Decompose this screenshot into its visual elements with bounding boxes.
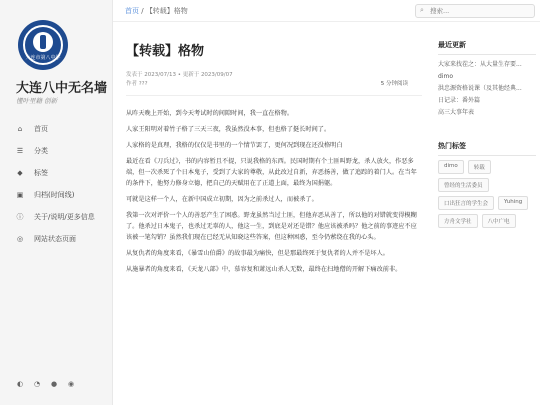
sidebar-footer — [16, 380, 75, 388]
article-content — [126, 108, 422, 275]
nav-item-tags[interactable] — [0, 162, 113, 184]
nav-item-categories[interactable] — [0, 140, 113, 162]
hot-tags-heading: 热门标签 — [438, 142, 466, 150]
rss-icon[interactable]: ◔ — [33, 380, 41, 388]
qq-icon[interactable]: ◉ — [67, 380, 75, 388]
nav-label: 标签 — [34, 169, 48, 177]
nav-item-archive[interactable] — [0, 184, 113, 206]
paragraph: 人家王阳明对着竹子格了三天三夜，我虽然没本事，但也格了挺长时间了。 — [126, 126, 331, 133]
publish-info: 发表于 2023/07/13 • 更新于 2023/09/07 — [126, 72, 233, 78]
author-info: 作者 ??? — [126, 81, 148, 87]
tag-chip[interactable]: 转载 — [468, 160, 491, 174]
nav-label: 首页 — [34, 125, 48, 133]
school-logo[interactable] — [18, 20, 68, 70]
search-icon: ⌕ — [420, 6, 424, 14]
paragraph: 从施暴者的角度来看，《天龙八部》中，慕容复和萧远山杀人无数，最终在扫地僧的开解下痛改前非。 — [126, 266, 402, 273]
paragraph: 可就是这样一个人，在新中国成立初期，因为之前杀过人，而被杀了。 — [126, 196, 318, 203]
tag-chip[interactable]: 方舟文学社 — [438, 214, 478, 228]
recent-updates-list — [438, 59, 536, 119]
home-icon: ⌂ — [17, 125, 23, 133]
nav-item-home[interactable] — [0, 118, 113, 140]
paragraph: 从复仇者的角度来看，《暴雪山伯爵》的故事最为痛快，但是那最终死于复仇者的人并不是坏人。 — [126, 250, 389, 257]
tag-chip[interactable]: 曾经的生活委员 — [438, 178, 489, 192]
article-meta — [126, 71, 422, 89]
globe-icon: ◎ — [16, 235, 24, 243]
article-title: 【转载】格物 — [126, 44, 205, 59]
site-subtitle: 懂叶里籍 创新 — [16, 97, 58, 105]
site-title[interactable]: 大连八中无名墙 — [16, 81, 108, 96]
breadcrumb-home[interactable]: 首页 — [125, 7, 139, 15]
nav-label: 关于/说明/更多信息 — [34, 213, 95, 221]
paragraph: 我第一次对评价一个人的善恶产生了困惑。野龙虽然当过土匪，但他弃恶从善了，所以他的对错就变得模糊了。他杀过日本鬼子，也杀过无辜的人，他这一生，到底是对还是错？他应该被杀吗？他之前的事迹应不应该被一笔勾销？虽然我们现在已经无从知晓这些答案，但这种困惑，至今仍萦绕在我的心头。 — [126, 212, 417, 241]
tag-chip[interactable]: 口出狂言的学生会 — [438, 196, 494, 210]
breadcrumb-current: 【转载】格物 — [145, 7, 188, 15]
recent-item[interactable]: 大家来找茬之：从大量生存要... — [438, 61, 522, 68]
left-sidebar — [0, 0, 113, 405]
tag-chip[interactable]: Yuhing — [498, 196, 528, 210]
paragraph: 人家格的是真理，我格的仅仅是书里的一个情节罢了，更何况到现在还没格明白 — [126, 142, 343, 149]
paragraph: 从昨天晚上开始，到今天考试时的间隙时间，我一直在格物。 — [126, 110, 294, 117]
tag-cloud — [438, 160, 536, 228]
archive-icon: ▣ — [16, 191, 24, 199]
nav-label: 归档(时间线) — [34, 191, 75, 199]
github-icon[interactable]: ● — [50, 380, 58, 388]
theme-toggle-icon[interactable]: ◐ — [16, 380, 24, 388]
tag-chip[interactable]: dimo — [438, 160, 464, 174]
nav-label: 分类 — [34, 147, 48, 155]
recent-item[interactable]: 日记录：番外篇 — [438, 97, 481, 104]
tag-chip[interactable]: 八中广电 — [482, 214, 516, 228]
divider — [126, 95, 422, 96]
top-bar — [113, 0, 540, 22]
nav-label: 网站状态页面 — [34, 235, 76, 243]
info-icon: ⓘ — [16, 213, 24, 221]
recent-item[interactable]: dimo — [438, 73, 453, 80]
divider — [438, 155, 536, 156]
sidebar-nav — [0, 118, 113, 250]
nav-item-status[interactable] — [0, 228, 113, 250]
recent-item[interactable]: 高三大事年表 — [438, 109, 475, 116]
search-input[interactable] — [430, 6, 530, 16]
tag-icon: ◆ — [17, 169, 23, 177]
breadcrumb-separator: / — [139, 7, 146, 15]
search-box[interactable] — [415, 4, 535, 18]
nav-item-about[interactable] — [0, 206, 113, 228]
paragraph: 最近在看《刀兵过》，书的内容暂且不提，只说我格的东西。民国时期有个土匪叫野龙，杀人放火，作恶多端，但一次杀死了个日本鬼子，受到了大家的尊敬，从此改过自新，弃恶扬善，做了追踪的着门人。在当年的条件下，他努力修身立德，把自己的天赋用在了正道上面，最终为国捐躯。 — [126, 158, 417, 187]
logo-emblem — [33, 32, 53, 52]
logo-caption: 大连市第八中学 — [25, 55, 61, 61]
list-icon: ☰ — [16, 147, 24, 155]
recent-updates-heading: 最近更新 — [438, 41, 466, 49]
right-sidebar — [438, 40, 536, 228]
article — [126, 40, 422, 280]
divider — [438, 54, 536, 55]
breadcrumb — [125, 6, 188, 16]
reading-time: 5 分钟阅读 — [380, 81, 408, 87]
recent-item[interactable]: 洪忠源资格说课（及其他经典... — [438, 85, 522, 92]
